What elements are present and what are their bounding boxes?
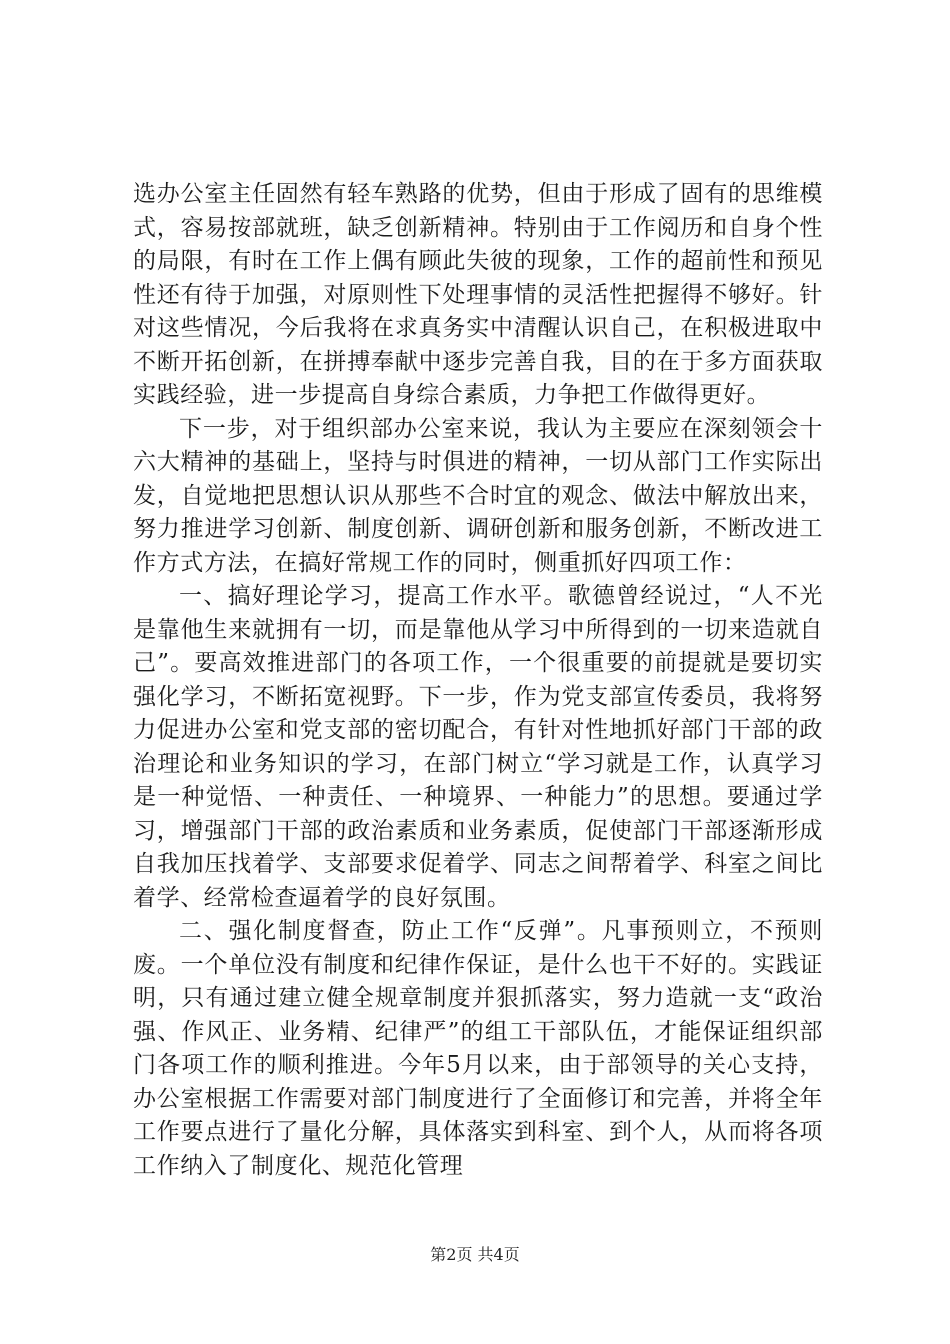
paragraph-4: 二、强化制度督查，防止工作“反弹”。凡事预则立，不预则废。一个单位没有制度和纪律作保证，是什么也干不好的。实践证明，只有通过建立健全规章制度并狠抓落实，努力造就一支“政治强、作风正、业务精、纪律严”的组工干部队伍，才能保证组织部门各项工作的顺利推进。今年5月以来，由于部领导的关心支持，办公室根据工作需要对部门制度进行了全面修订和完善，并将全年工作要点进行了量化分解，具体落实到科室、到个人，从而将各项工作纳入了制度化、规范化管理 bbox=[133, 918, 823, 1179]
document-body bbox=[133, 178, 823, 1183]
paragraph-3: 一、搞好理论学习，提高工作水平。歌德曾经说过，“人不光是靠他生来就拥有一切，而是靠他从学习中所得到的一切来造就自己”。要高效推进部门的各项工作，一个很重要的前提就是要切实强化学习，不断拓宽视野。下一步，作为党支部宣传委员，我将努力促进办公室和党支部的密切配合，有针对性地抓好部门干部的政治理论和业务知识的学习，在部门树立“学习就是工作，认真学习是一种觉悟、一种责任、一种境界、一种能力”的思想。要通过学习，增强部门干部的政治素质和业务素质，促使部门干部逐渐形成自我加压找着学、支部要求促着学、同志之间帮着学、科室之间比着学、经常检查逼着学的良好氛围。 bbox=[133, 583, 823, 911]
paragraph-2: 下一步，对于组织部办公室来说，我认为主要应在深刻领会十六大精神的基础上，坚持与时俱进的精神，一切从部门工作实际出发，自觉地把思想认识从那些不合时宜的观念、做法中解放出来，努力推进学习创新、制度创新、调研创新和服务创新，不断改进工作方式方法，在搞好常规工作的同时，侧重抓好四项工作： bbox=[133, 415, 823, 576]
page-number-label: 第2页 共4页 bbox=[430, 1245, 520, 1264]
paragraph-1: 选办公室主任固然有轻车熟路的优势，但由于形成了固有的思维模式，容易按部就班，缺乏创新精神。特别由于工作阅历和自身个性的局限，有时在工作上偶有顾此失彼的现象，工作的超前性和预见性还有待于加强，对原则性下处理事情的灵活性把握得不够好。针对这些情况，今后我将在求真务实中清醒认识自己，在积极进取中不断开拓创新，在拼搏奉献中逐步完善自我，目的在于多方面获取实践经验，进一步提高自身综合素质，力争把工作做得更好。 bbox=[133, 181, 823, 408]
page-footer bbox=[0, 1244, 950, 1266]
